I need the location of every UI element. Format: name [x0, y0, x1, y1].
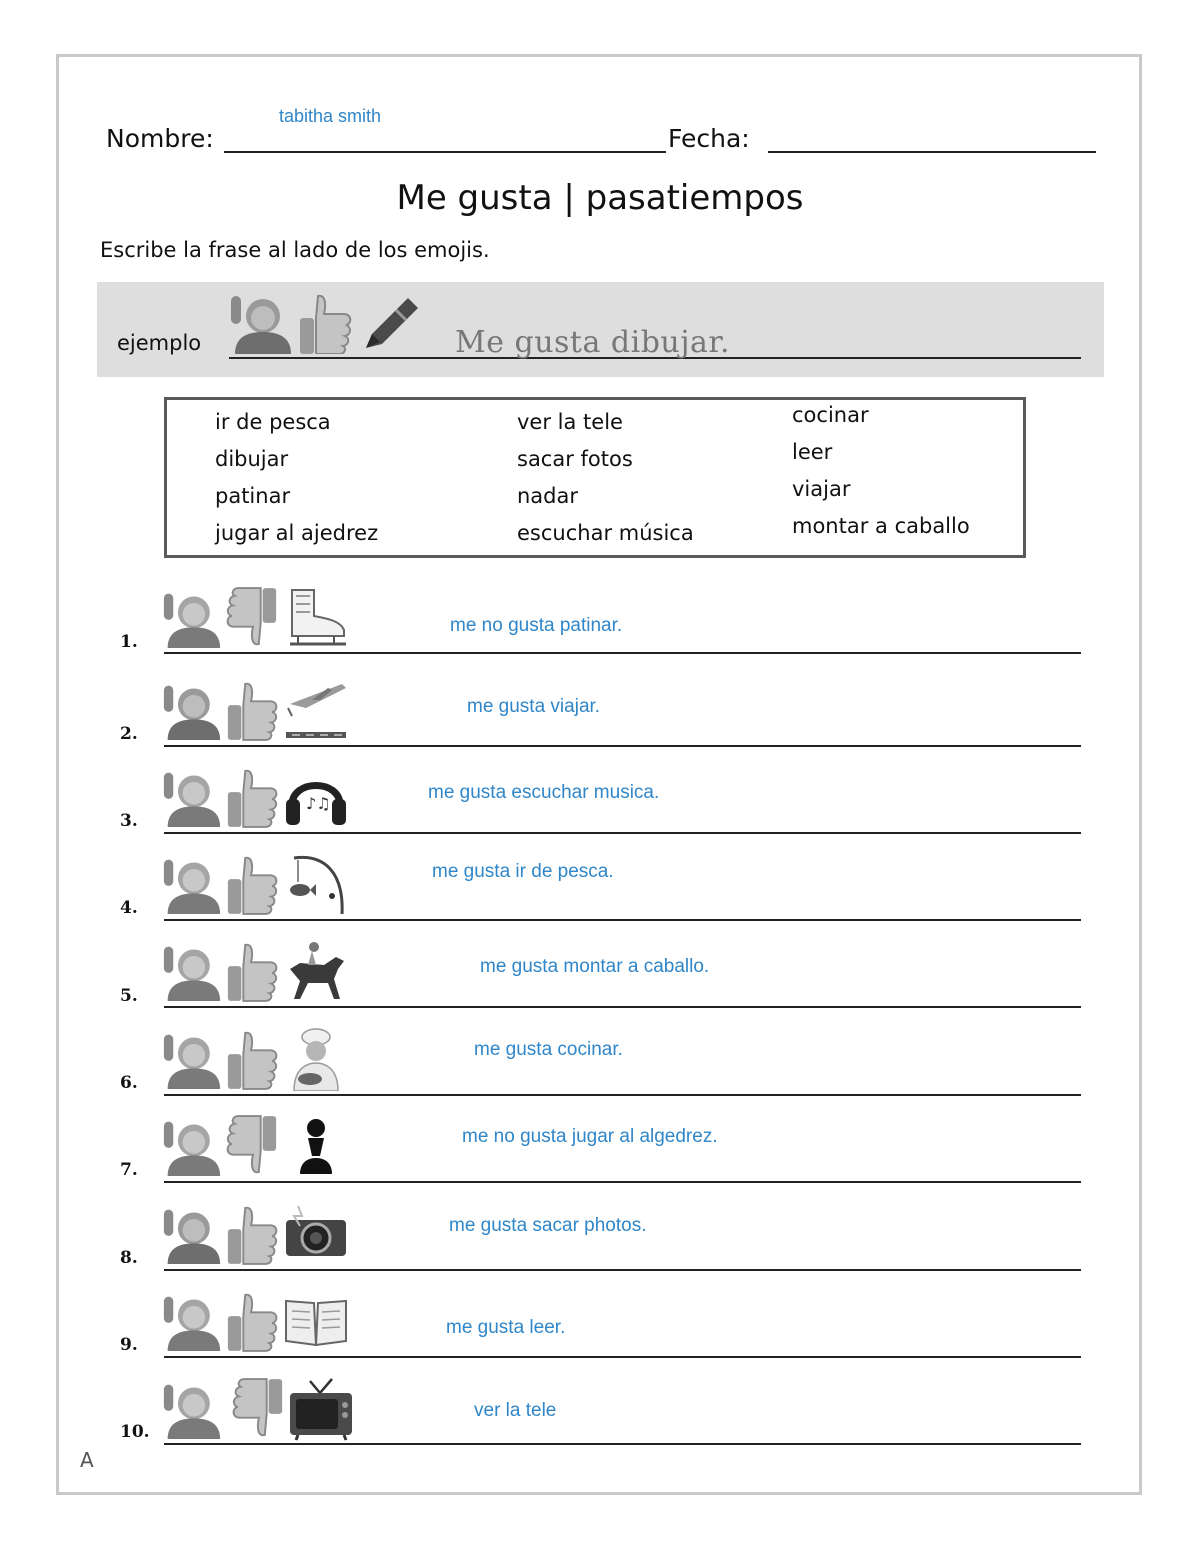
- answer-field[interactable]: me gusta leer.: [446, 1317, 566, 1338]
- item-number: 8.: [120, 1248, 138, 1268]
- answer-field[interactable]: me no gusta jugar al algedrez.: [462, 1126, 718, 1147]
- answer-line: [164, 1356, 1081, 1358]
- name-label: Nombre:: [106, 124, 214, 153]
- answer-line: [164, 745, 1081, 747]
- date-field[interactable]: [768, 151, 1096, 153]
- word-bank-item: jugar al ajedrez: [215, 521, 379, 545]
- thumbs-down-icon: [224, 1114, 280, 1178]
- answer-line: [164, 1443, 1081, 1445]
- answer-line: [164, 1006, 1081, 1008]
- answer-line: [164, 652, 1081, 654]
- thumbs-down-icon: [230, 1377, 286, 1441]
- word-bank-item: cocinar: [792, 403, 869, 427]
- item-number: 7.: [120, 1160, 138, 1180]
- word-bank-item: nadar: [517, 484, 579, 508]
- answer-field[interactable]: me gusta ir de pesca.: [432, 861, 614, 882]
- page-title: Me gusta | pasatiempos: [396, 178, 804, 218]
- cook-icon: [284, 1027, 348, 1091]
- answer-field[interactable]: me no gusta patinar.: [450, 615, 623, 636]
- item-number: 9.: [120, 1335, 138, 1355]
- thumbs-up-icon: [224, 1289, 280, 1353]
- item-number: 2.: [120, 724, 138, 744]
- answer-line: [164, 919, 1081, 921]
- answer-field[interactable]: me gusta cocinar.: [474, 1039, 623, 1060]
- person-raising-hand-icon: [162, 765, 222, 829]
- thumbs-up-icon: [224, 765, 280, 829]
- person-raising-hand-icon: [162, 852, 222, 916]
- chess-pawn-icon: [284, 1114, 348, 1178]
- thumbs-down-icon: [224, 586, 280, 650]
- headphones-icon: [284, 765, 348, 829]
- person-raising-hand-icon: [229, 290, 293, 354]
- answer-line: [164, 1269, 1081, 1271]
- example-label: ejemplo: [117, 331, 202, 355]
- instructions: Escribe la frase al lado de los emojis.: [100, 238, 490, 262]
- answer-field[interactable]: me gusta viajar.: [467, 696, 601, 717]
- example-answer: Me gusta dibujar.: [455, 325, 730, 360]
- thumbs-up-icon: [224, 852, 280, 916]
- word-bank-item: ir de pesca: [215, 410, 331, 434]
- person-raising-hand-icon: [162, 1114, 222, 1178]
- thumbs-up-icon: [224, 939, 280, 1003]
- item-number: 6.: [120, 1073, 138, 1093]
- word-bank-item: escuchar música: [517, 521, 694, 545]
- svg-text:♪♫: ♪♫: [306, 794, 331, 813]
- item-number: 5.: [120, 986, 138, 1006]
- horse-racing-icon: [284, 939, 348, 1003]
- person-raising-hand-icon: [162, 678, 222, 742]
- open-book-icon: [284, 1289, 348, 1353]
- answer-line: [164, 832, 1081, 834]
- person-raising-hand-icon: [162, 1377, 222, 1441]
- person-raising-hand-icon: [162, 586, 222, 650]
- answer-line: [164, 1181, 1081, 1183]
- footer-letter: A: [80, 1448, 94, 1472]
- person-raising-hand-icon: [162, 1289, 222, 1353]
- answer-field[interactable]: ver la tele: [474, 1400, 557, 1421]
- television-icon: [288, 1377, 354, 1441]
- name-field[interactable]: tabitha smith: [279, 106, 382, 126]
- airplane-departure-icon: [284, 678, 348, 742]
- thumbs-up-icon: [224, 1202, 280, 1266]
- person-raising-hand-icon: [162, 1202, 222, 1266]
- item-number: 10.: [120, 1422, 150, 1442]
- fishing-pole-icon: [284, 852, 348, 916]
- answer-line: [164, 1094, 1081, 1096]
- word-bank-item: dibujar: [215, 447, 289, 471]
- word-bank-item: ver la tele: [517, 410, 623, 434]
- name-line: [224, 151, 666, 153]
- thumbs-up-icon: [224, 678, 280, 742]
- crayon-icon: [356, 290, 424, 358]
- camera-flash-icon: [284, 1202, 348, 1266]
- item-number: 4.: [120, 898, 138, 918]
- thumbs-up-icon: [296, 292, 354, 354]
- answer-field[interactable]: me gusta sacar photos.: [449, 1215, 647, 1236]
- answer-field[interactable]: me gusta escuchar musica.: [428, 782, 660, 803]
- item-number: 1.: [120, 632, 138, 652]
- person-raising-hand-icon: [162, 939, 222, 1003]
- word-bank-item: patinar: [215, 484, 291, 508]
- person-raising-hand-icon: [162, 1027, 222, 1091]
- date-label: Fecha:: [668, 124, 750, 153]
- word-bank-item: leer: [792, 440, 833, 464]
- thumbs-up-icon: [224, 1027, 280, 1091]
- item-number: 3.: [120, 811, 138, 831]
- ice-skate-icon: [284, 586, 348, 650]
- word-bank-item: viajar: [792, 477, 851, 501]
- word-bank-item: montar a caballo: [792, 514, 970, 538]
- word-bank-item: sacar fotos: [517, 447, 633, 471]
- answer-field[interactable]: me gusta montar a caballo.: [480, 956, 710, 977]
